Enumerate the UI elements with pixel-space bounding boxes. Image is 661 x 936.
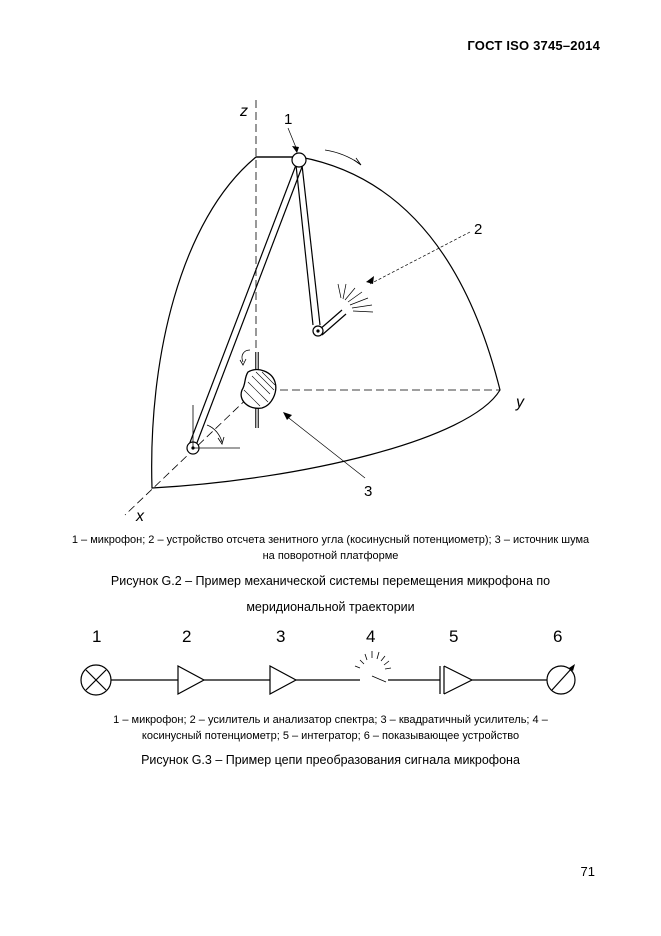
amplifier-symbol (178, 666, 204, 694)
g3-number-6: 6 (553, 627, 563, 646)
figure-g2-caption-line2: меридиональной траектории (246, 600, 415, 614)
document-header: ГОСТ ISO 3745–2014 (467, 38, 600, 53)
page-number: 71 (580, 864, 595, 879)
g3-number-1: 1 (92, 627, 102, 646)
g3-number-2: 2 (182, 627, 192, 646)
figure-g2-legend: 1 – микрофон; 2 – устройство отсчета зенитного угла (косинусный потенциометр); 3 – источник шума на поворотной платформе (71, 534, 590, 562)
axis-label-z: z (240, 103, 248, 120)
callout-3: 3 (364, 483, 373, 500)
g3-number-4: 4 (366, 627, 376, 646)
figure-g3-legend-line2: косинусный потенциометр; 5 – интегратор; 6 – показывающее устройство (141, 730, 520, 742)
potentiometer-symbol-g3 (355, 651, 391, 682)
callout-2: 2 (474, 221, 483, 238)
figure-g3-legend (70, 712, 591, 744)
figure-g2-caption-line1: Рисунок G.2 – Пример механической системы перемещения микрофона по (110, 574, 551, 588)
squaring-amplifier-symbol (270, 666, 296, 694)
integrator-symbol (440, 666, 472, 694)
axis-label-x: x (136, 508, 144, 525)
axis-label-y: y (516, 394, 524, 411)
figure-g3-caption: Рисунок G.3 – Пример цепи преобразования сигнала микрофона (141, 753, 520, 767)
callout-1: 1 (284, 111, 293, 128)
g3-number-5: 5 (449, 627, 459, 646)
g3-number-3: 3 (276, 627, 286, 646)
figure-g3-legend-line1: 1 – микрофон; 2 – усилитель и анализатор спектра; 3 – квадратичный усилитель; 4 – (113, 714, 548, 726)
